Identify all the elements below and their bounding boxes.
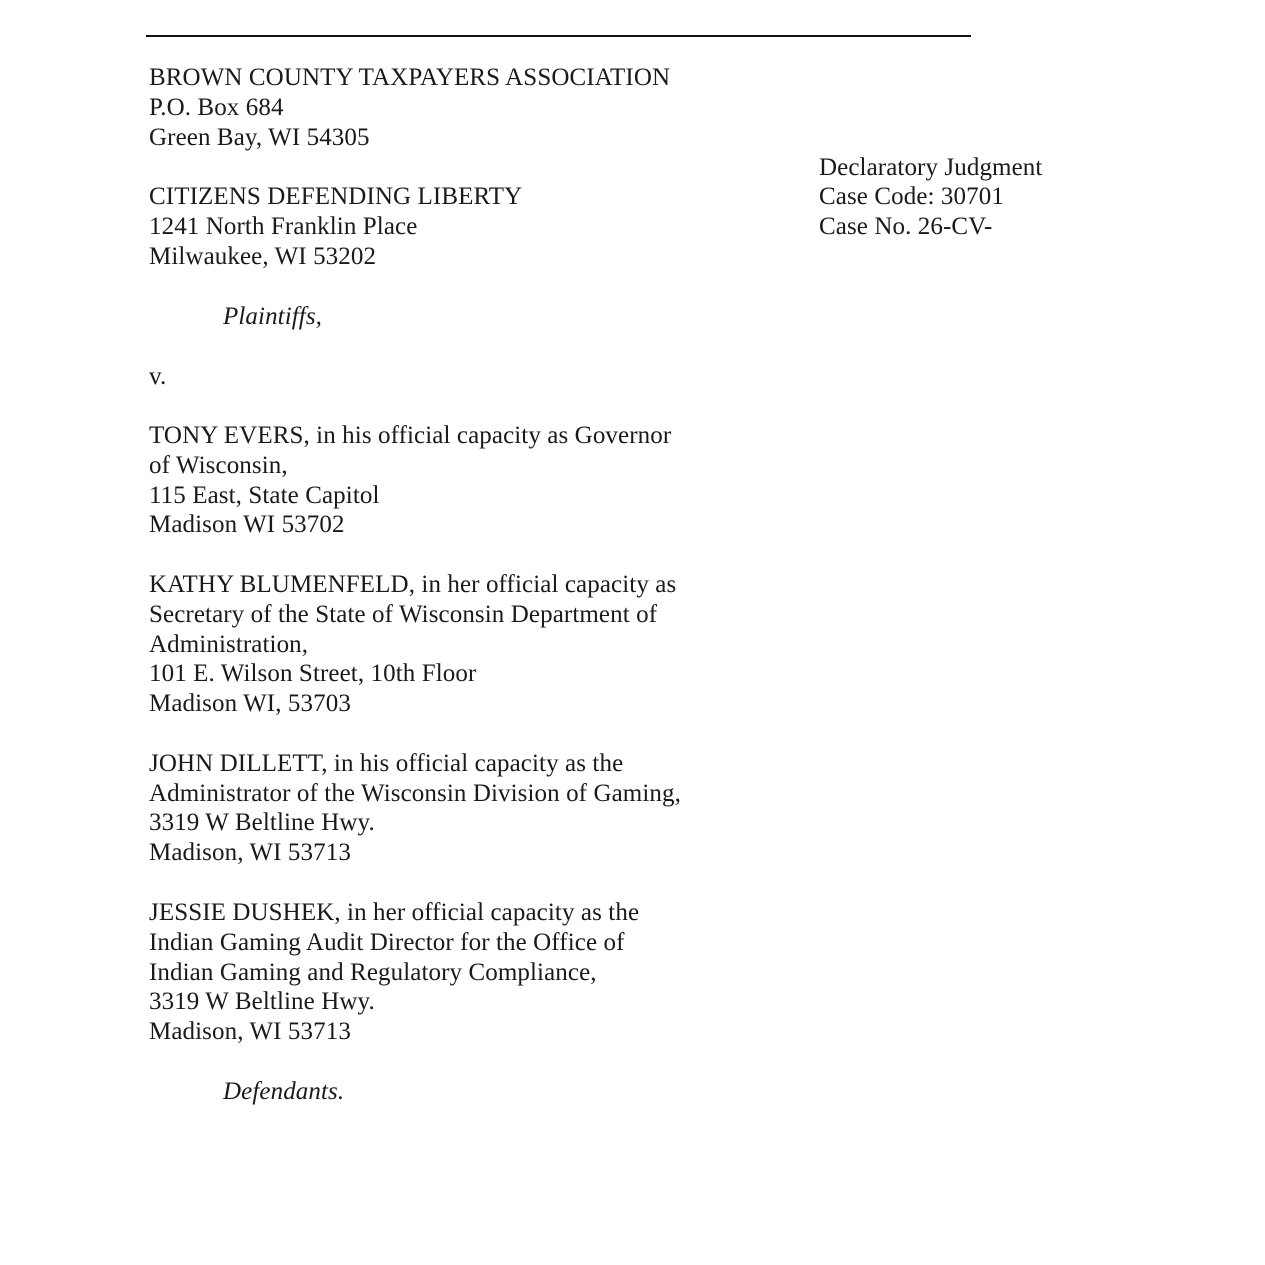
case-type: Declaratory Judgment [819, 154, 1043, 181]
defendant-1-line: 115 East, State Capitol [149, 482, 380, 509]
defendant-2-line: 101 E. Wilson Street, 10th Floor [149, 660, 477, 687]
plaintiff-2-address-line: 1241 North Franklin Place [149, 213, 418, 240]
defendant-3-line: Madison, WI 53713 [149, 839, 351, 866]
defendant-3-line: JOHN DILLETT, in his official capacity as the [149, 750, 624, 777]
case-number: Case No. 26-CV- [819, 213, 993, 240]
defendant-4-line: Madison, WI 53713 [149, 1018, 351, 1045]
plaintiff-2-name: CITIZENS DEFENDING LIBERTY [149, 183, 523, 210]
defendant-4-line: Indian Gaming and Regulatory Compliance, [149, 959, 597, 986]
defendant-2-line: Madison WI, 53703 [149, 690, 351, 717]
plaintiff-1-address-line: P.O. Box 684 [149, 94, 284, 121]
defendant-1-line: Madison WI 53702 [149, 511, 345, 538]
plaintiffs-label: Plaintiffs, [223, 303, 323, 330]
plaintiff-1-address-line: Green Bay, WI 54305 [149, 124, 370, 151]
defendant-1-line: of Wisconsin, [149, 452, 288, 479]
plaintiff-2-address-line: Milwaukee, WI 53202 [149, 243, 377, 270]
defendants-label: Defendants. [223, 1078, 345, 1105]
plaintiff-1-name: BROWN COUNTY TAXPAYERS ASSOCIATION [149, 64, 671, 91]
top-rule [146, 35, 971, 37]
defendant-3-line: Administrator of the Wisconsin Division of Gaming, [149, 780, 681, 807]
case-code: Case Code: 30701 [819, 183, 1004, 210]
defendant-3-line: 3319 W Beltline Hwy. [149, 809, 375, 836]
versus-label: v. [149, 363, 167, 390]
defendant-4-line: 3319 W Beltline Hwy. [149, 988, 375, 1015]
defendant-4-line: Indian Gaming Audit Director for the Office of [149, 929, 625, 956]
defendant-2-line: Administration, [149, 631, 309, 658]
defendant-1-line: TONY EVERS, in his official capacity as Governor [149, 422, 672, 449]
defendant-4-line: JESSIE DUSHEK, in her official capacity as the [149, 899, 640, 926]
defendant-2-line: Secretary of the State of Wisconsin Department of [149, 601, 658, 628]
defendant-2-line: KATHY BLUMENFELD, in her official capacity as [149, 571, 677, 598]
